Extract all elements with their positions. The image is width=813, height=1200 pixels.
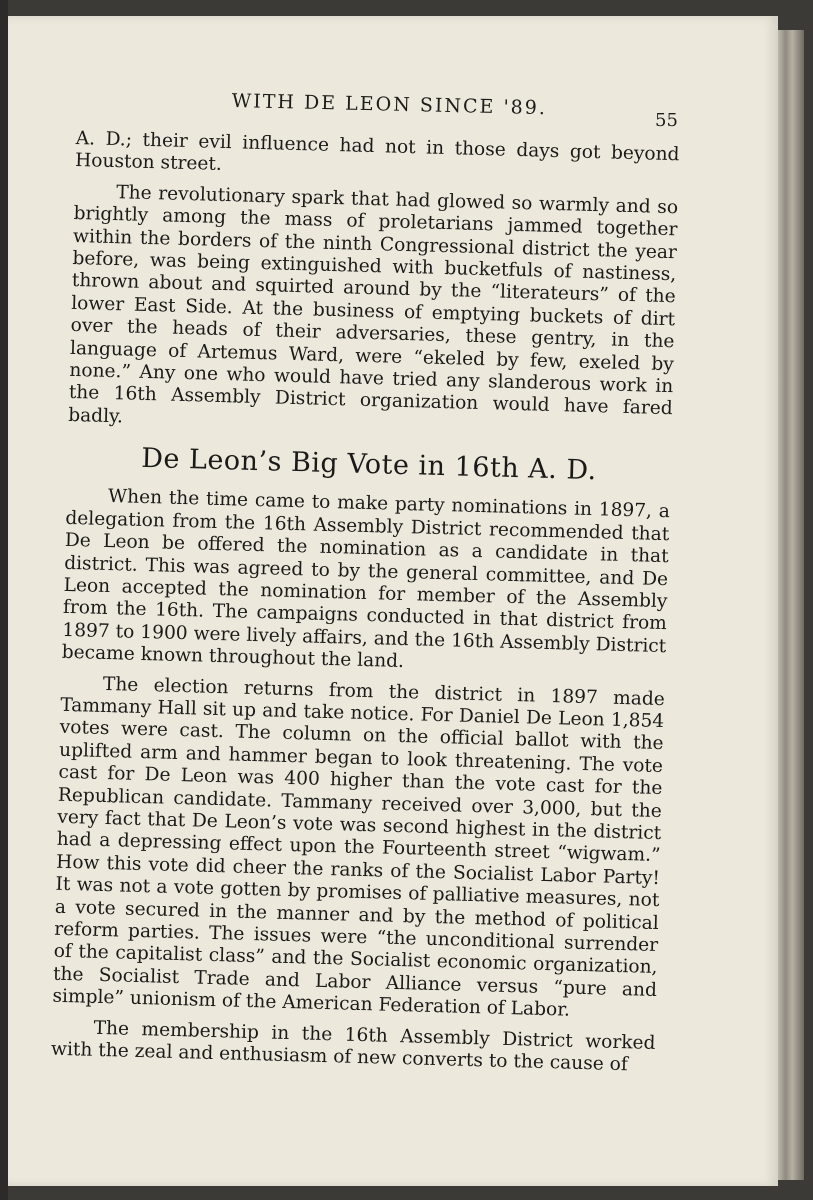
page-number: 55 xyxy=(655,110,678,131)
body-text xyxy=(51,128,680,1085)
paragraph: When the time came to make party nominations in 1897, a delegation from the 16th Assembly District recommended that De Leon be offered the nomination as a candidate in that district. This was agreed to by the general committee, and De Leon accepted the nomination for member of the Assembly from the 16th. The campaigns conducted in that district from 1897 to 1900 were lively affairs, and the 16th Assembly District became known throughout the land. xyxy=(61,486,671,673)
paragraph: A. D.; their evil influence had not in those days got beyond Houston street. xyxy=(74,128,680,176)
book-binding xyxy=(0,0,8,1200)
paragraph: The election returns from the district in 1897 made Tammany Hall sit up and take notice. For Daniel De Leon 1,854 votes were cast. The column on the official ballot with the uplifted arm and hammer began to look threatening. The vote cast for De Leon was 400 higher than the vote cast for the Republican candidate. Tammany received over 3,000, but the very fact that De Leon’s vote was second highest in the district had a depressing effect upon the Fourteenth street “wigwam.” How this vote did cheer the ranks of the Socialist Labor Party! It was not a vote gotten by promises of palliative measures, not a vote secured in the manner and by the method of political reform parties. The issues were “the unconditional surrender of the capitalist class” and the Socialist economic organization, the Socialist Trade and Labor Alliance versus “pure and simple” unionism of the American Federation of Labor. xyxy=(52,673,666,1021)
paragraph: The membership in the 16th Assembly District worked with the zeal and enthusiasm of new converts to the cause of xyxy=(50,1017,656,1076)
running-head: WITH DE LEON SINCE '89. xyxy=(231,90,548,120)
paragraph: The revolutionary spark that had glowed so warmly and so brightly among the mass of proletarians jammed together within the borders of the ninth Congressional district the year before, was being extinguished with bucketfuls of nastiness, thrown about and squirted around by the “literateurs” of the lower East Side. At the business of emptying buckets of dirt over the heads of their adversaries, these gentry, in the language of Artemus Ward, were “ekeled by few, exeled by none.” Any one who would have tried any slanderous work in the 16th Assembly District organization would have fared badly. xyxy=(67,181,679,428)
section-heading: De Leon’s Big Vote in 16th A. D. xyxy=(140,443,598,487)
page-stack-edge xyxy=(778,30,804,1180)
